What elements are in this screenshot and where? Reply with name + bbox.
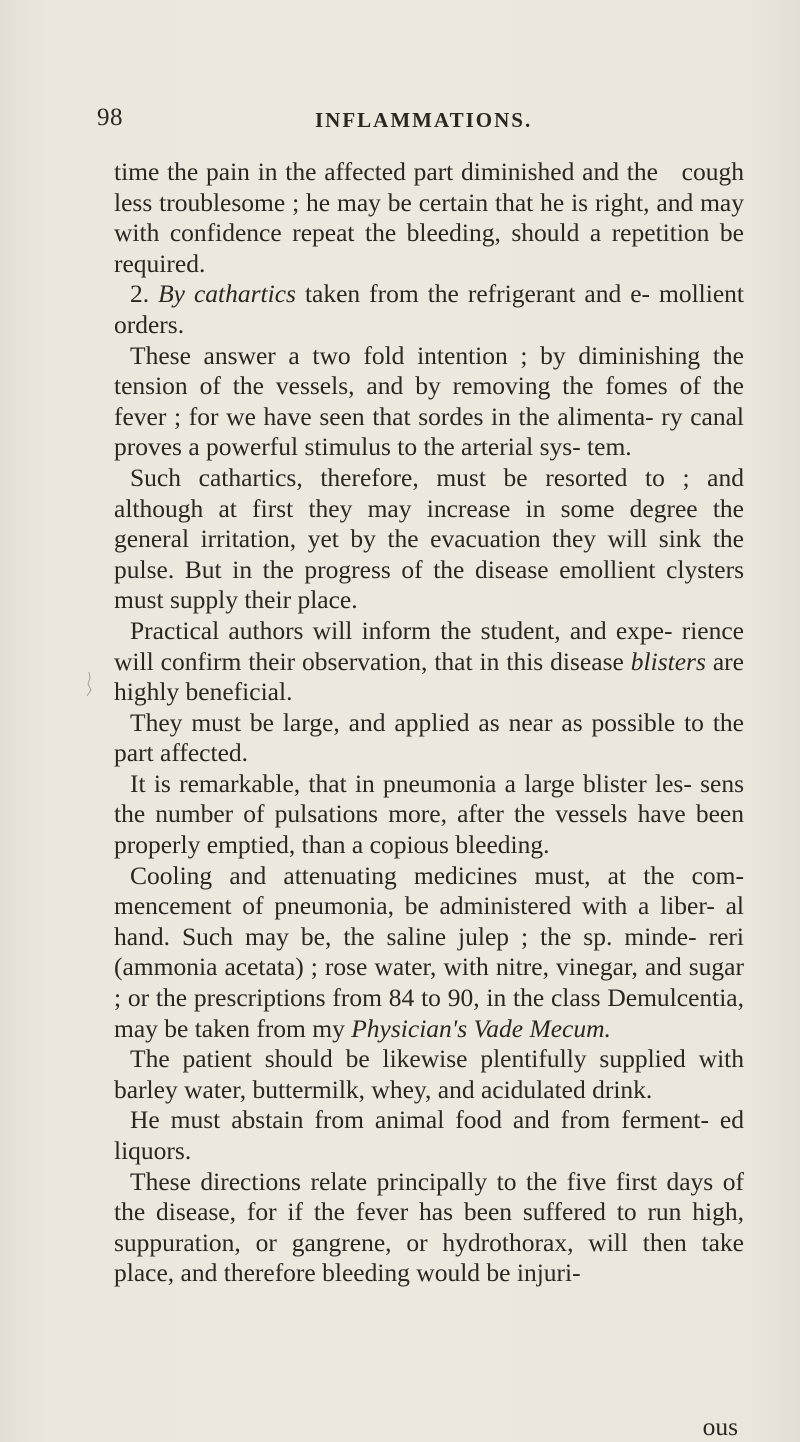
paragraph-2 [114,279,744,340]
paragraph-5-text: Practical authors will inform the student, and expe- rience will confirm their observation, that in this disease [114,615,744,676]
paragraph-5-italic: blisters [630,646,706,676]
paragraph-2-italic: By cathartics [158,279,296,309]
paragraph-2-prefix: 2. [130,279,159,309]
paragraph-5-tail: are highly beneficial. [114,646,744,707]
paragraph-10: He must abstain from animal food and from ferment- ed liquors. [114,1105,744,1165]
page-number: 98 [97,104,123,131]
paragraph-1-rest: cough less troublesome ; he may be certain that he is right, and may with confidence repeat the bleeding, should a repetition be required. [114,157,744,278]
paragraph-11: These directions relate principally to the five first days of the disease, for if the fever has been suffered to run high, suppuration, or gangrene, or hydrothorax, will then take place, and therefore bleeding would be injuri- [114,1166,744,1288]
paragraph-8 [114,861,744,1045]
margin-mark [85,672,93,696]
body-text [114,157,744,1289]
paragraph-8-italic: Physician's Vade Mecum. [351,1013,611,1043]
running-title: INFLAMMATIONS. [315,108,533,132]
catchword: ous [702,1412,738,1441]
paragraph-4: Such cathartics, therefore, must be resorted to ; and although at first they may increase in some degree the general irritation, yet by the evacuation they will sink the pulse. But in the progress of the disease emollient clysters must supply their place. [114,462,744,615]
paragraph-8-text: Cooling and attenuating medicines must, at the com- mencement of pneumonia, be administered with a liber- al hand. Such may be, the saline julep ; the sp. minde- reri (ammonia acetata) ; rose water, with nitre, vinegar, and sugar ; or the prescriptions from 84 to 90, in the class Demulcentia, may be taken from my [114,860,744,1043]
paragraph-9: The patient should be likewise plentifully supplied with barley water, buttermilk, whey, and acidulated drink. [114,1044,744,1104]
paragraph-6: They must be large, and applied as near as possible to the part affected. [114,707,744,768]
paragraph-7: It is remarkable, that in pneumonia a large blister les- sens the number of pulsations more, after the vessels have been properly emptied, than a copious bleeding. [114,768,744,860]
paragraph-1 [114,157,744,279]
paragraph-5 [114,616,744,708]
page-header [97,104,737,140]
paragraph-2-rest: taken from the refrigerant and e- mollient orders. [114,279,745,339]
paragraph-1-lead: time the pain in the affected part diminished and the [114,157,658,186]
paragraph-3: These answer a two fold intention ; by diminishing the tension of the vessels, and by removing the fomes of the fever ; for we have seen that sordes in the alimenta- ry canal proves a powerful stimulus to the arterial sys- tem. [114,340,744,462]
